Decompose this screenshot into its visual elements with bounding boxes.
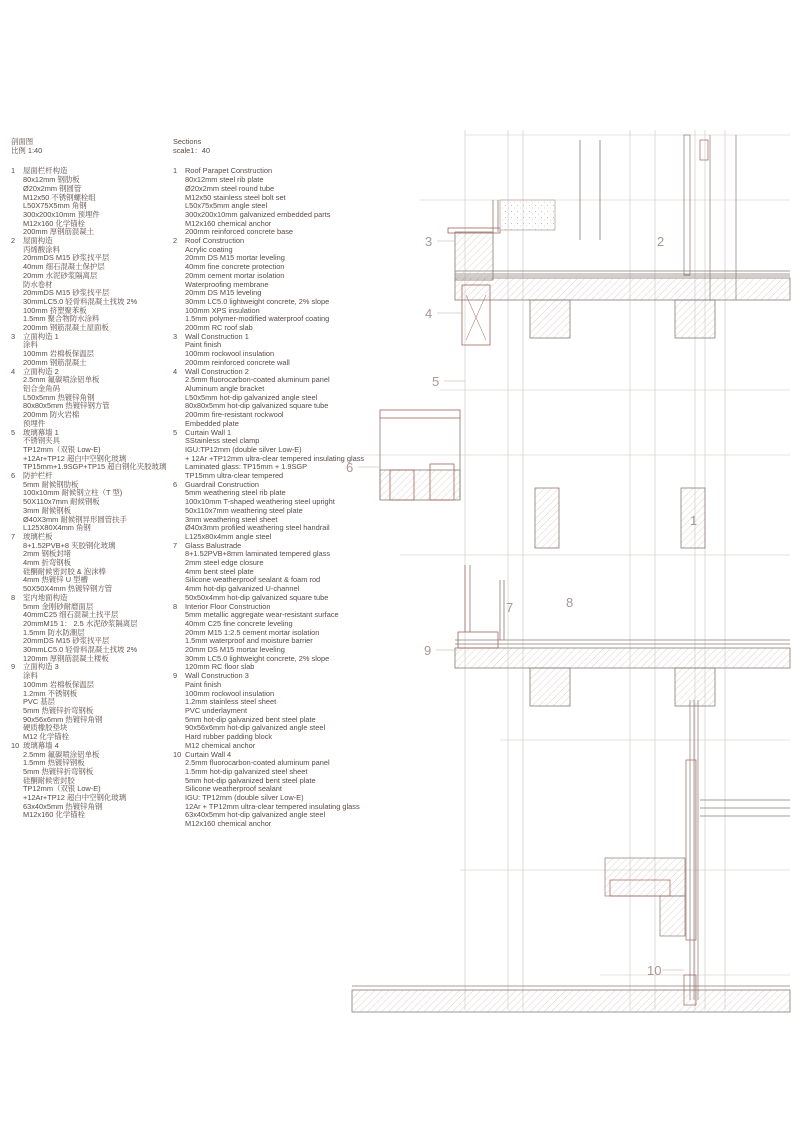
legend-item-line: 铝合金角码 (23, 383, 60, 393)
legend-item-heading: Interior Floor Construction (185, 601, 271, 611)
legend-item-line: 200mm reinforced concrete wall (185, 357, 290, 367)
legend-item-number: 6 (173, 479, 178, 489)
parapet-detail (448, 140, 600, 345)
legend-item-line: 20mm M15 1:2.5 cement mortar isolation (185, 627, 320, 637)
legend-item-number: 1 (173, 166, 178, 176)
legend-item-line: 8+1.52PVB+8mm laminated tempered glass (185, 549, 331, 559)
grid-lines (360, 130, 790, 1010)
legend-item-heading: 屋面栏杆构造 (23, 166, 68, 176)
legend-item-line: 2mm steel edge closure (185, 558, 264, 568)
legend-item-line: 4mm bent steel plate (185, 566, 254, 576)
legend-item-number: 9 (173, 671, 178, 681)
legend-item-line: 2.5mm 氟碳喷涂铝单板 (23, 749, 100, 759)
legend-item-line: 1.5mm hot-dip galvanized steel sheet (185, 766, 308, 776)
legend-item-line: 1.2mm stainless steel sheet (185, 697, 277, 707)
callout-1: 1 (690, 513, 698, 528)
legend-item-line: 8+1.52PVB+8 夹胶钢化玻璃 (23, 540, 116, 550)
legend-item-line: M12x160 化学锚栓 (23, 218, 86, 228)
legend-item-line: 30mmLC5.0 轻骨料混凝土找坡 2% (23, 645, 138, 655)
legend-item-line: TP12mm（双银 Low-E) (23, 444, 101, 454)
legend-item-line: 1.5mm 热镀锌钢板 (23, 758, 85, 768)
legend-item-line: 80x80x5mm 热镀锌钢方管 (23, 401, 110, 411)
legend-item-line: 5mm metallic aggregate wear-resistant surface (185, 610, 339, 620)
legend-item-line: 20mm DS M15 mortar leveling (185, 645, 285, 655)
legend-item-line: 1.5mm 聚合物防水涂料 (23, 314, 100, 324)
legend-en-scale: scale1：40 (173, 145, 210, 155)
legend-item-line: 5mm 金刚砂耐磨面层 (23, 601, 94, 611)
legend-item-line: 1.5mm polymer-modified waterproof coating (185, 314, 330, 324)
callout-2: 2 (657, 234, 665, 249)
legend-item-number: 1 (11, 166, 16, 176)
legend-item-line: Ø20x2mm 钢圆管 (23, 183, 82, 193)
legend-item-heading: Wall Construction 1 (185, 331, 249, 341)
legend-item-line: L50X75X5mm 角钢 (23, 201, 87, 211)
legend-item-heading: Guardrail Construction (185, 479, 259, 489)
legend-item-number: 8 (11, 592, 16, 602)
legend-item-line: L50x5mm 热镀锌角钢 (23, 392, 95, 402)
legend-item-line: 5mm 热镀锌折弯钢板 (23, 766, 94, 776)
legend-item-line: 40mm C25 fine concrete leveling (185, 618, 293, 628)
legend-item-line: 100mm rockwool insulation (185, 349, 275, 359)
legend-item-line: 20mmM15 1： 2.5 水泥砂浆隔离层 (23, 618, 138, 628)
legend-item-line: 50x110x7mm weathering steel plate (185, 505, 303, 515)
legend-item-line: 涂料 (23, 340, 38, 350)
legend-item-heading: Roof Construction (185, 236, 245, 246)
legend-item-line: Waterproofing membrane (185, 279, 269, 289)
legend-item-line: 63x40x5mm 热镀锌角钢 (23, 801, 103, 811)
legend-item-line: TP15mm ultra-clear tempered (185, 471, 284, 481)
legend-item-line: 4mm 热镀锌 U 型槽 (23, 575, 88, 585)
legend-item-line: PVC 基层 (23, 697, 56, 707)
legend-item-line: 20mm 水泥砂浆隔离层 (23, 270, 98, 280)
legend-item-line: Laminated glass: TP15mm + 1.9SGP (185, 462, 308, 472)
legend-item-line: Hard rubber padding block (185, 732, 273, 742)
legend-item-line: 200mm 钢筋混凝土屋面板 (23, 323, 109, 333)
legend-item-line: 丙烯酸涂料 (23, 244, 60, 254)
legend-item-line: Embedded plate (185, 418, 239, 428)
legend-item-line: +12Ar+TP12 超白中空钢化玻璃 (23, 793, 127, 803)
legend-cn-title: 剖面图 (11, 137, 34, 146)
legend-item-line: M12x50 stainless steel bolt set (185, 192, 286, 202)
legend-item-line: 20mmDS M15 砂浆找平层 (23, 636, 110, 646)
legend-item-line: 20mm DS M15 mortar leveling (185, 253, 285, 263)
legend-item-line: 50X50X4mm 热镀锌钢方管 (23, 584, 113, 594)
legend-item-number: 4 (173, 366, 178, 376)
legend-item-line: 5mm weathering steel rib plate (185, 488, 286, 498)
legend-item-heading: 玻璃幕墙 4 (23, 740, 59, 750)
legend-item-line: M12 化学锚栓 (23, 732, 69, 742)
legend-item-line: 30mmLC5.0 轻骨料混凝土找坡 2% (23, 296, 138, 306)
legend-item-line: 300x200x10mm galvanized embedded parts (185, 209, 331, 219)
callout-9: 9 (424, 643, 432, 658)
legend-item-line: M12x160 化学锚栓 (23, 810, 86, 820)
legend-item-line: 2mm 钢板封堵 (23, 549, 72, 559)
legend-item-line: 预埋件 (23, 418, 46, 428)
legend-item-line: 90x56x6mm 热镀锌角钢 (23, 714, 103, 724)
lower-floor-slab (455, 565, 790, 706)
callout-8: 8 (566, 595, 574, 610)
legend-item-line: 30mm LC5.0 lightweight concrete, 2% slope (185, 653, 330, 663)
legend-item-line: Aluminum angle bracket (185, 383, 265, 393)
legend-item-line: M12x160 chemical anchor (185, 819, 272, 829)
legend-item-line: 5mm 热镀锌折弯钢板 (23, 706, 94, 715)
legend-item-heading: 玻璃栏板 (23, 531, 53, 541)
legend-item-number: 10 (11, 740, 20, 750)
legend-item-heading: Glass Balustrade (185, 540, 242, 550)
legend-item-number: 4 (11, 366, 16, 376)
legend-item-line: 2.5mm fluorocarbon-coated aluminum panel (185, 758, 330, 768)
legend-item-heading: Curtain Wall 4 (185, 749, 232, 759)
legend-item-line: 200mm 防火岩棉 (23, 410, 80, 420)
legend-item-line: + 12Ar +TP12mm ultra-clear tempered insulating glass (185, 453, 365, 463)
legend-item-line: 200mm 钢筋混凝土 (23, 357, 87, 367)
legend-item-line: M12 chemical anchor (185, 740, 256, 750)
legend-item-line: 不锈钢夹具 (23, 436, 60, 446)
callout-3: 3 (425, 234, 433, 249)
legend-item-line: 2.5mm fluorocarbon-coated aluminum panel (185, 375, 330, 385)
legend-item-line: +12Ar+TP12 超白中空钢化玻璃 (23, 453, 127, 463)
legend-item-line: L125x80x4mm angle steel (185, 531, 272, 541)
legend-item-line: L50x5mm hot-dip galvanized angle steel (185, 392, 318, 402)
legend-item-heading: 玻璃幕墙 1 (23, 427, 59, 437)
legend-item-line: PVC underlayment (185, 706, 248, 715)
legend-item-heading: Wall Construction 2 (185, 366, 249, 376)
middle-floor-detail (380, 410, 705, 548)
legend-item-line: 1.5mm 防水防潮层 (23, 627, 85, 637)
legend-item-heading: 屋面构造 (23, 236, 53, 246)
legend-item-line: 100mm XPS insulation (185, 305, 260, 315)
legend-item-line: 100x10mm 耐候钢立柱（T 型) (23, 488, 123, 498)
legend-item-line: TP15mm+1.9SGP+TP15 超白钢化夹胶玻璃 (23, 462, 167, 472)
legend-item-line: 5mm hot-dip galvanized bent steel plate (185, 775, 316, 785)
legend-item-line: 80x80x5mm hot-dip galvanized square tube (185, 401, 329, 411)
legend-item-line: 5mm hot-dip galvanized bent steel plate (185, 714, 316, 724)
legend-item-line: IGU:TP12mm (double silver Low-E) (185, 444, 302, 454)
legend-item-number: 7 (11, 531, 16, 541)
legend-item-line: 200mm fire-resistant rockwool (185, 410, 284, 420)
legend-item-line: Paint finish (185, 340, 222, 350)
legend-item-line: 20mmDS M15 砂浆找平层 (23, 288, 110, 298)
legend-item-line: L50x75x5mm angle steel (185, 201, 268, 211)
legend-en-title: Sections (173, 137, 202, 146)
legend-item-number: 3 (173, 331, 178, 341)
callout-10: 10 (647, 963, 662, 978)
legend-item-line: 100mm 岩棉板保温层 (23, 349, 95, 359)
roof-slab (455, 271, 790, 338)
legend-item-number: 6 (11, 471, 16, 481)
legend-item-line: 100mm rockwool insulation (185, 688, 275, 698)
legend-item-line: 63x40x5mm hot-dip galvanized angle steel (185, 810, 326, 820)
legend-item-line: TP12mm（双银 Low-E) (23, 784, 101, 794)
legend-item-line: 50X110x7mm 耐候钢板 (23, 497, 100, 507)
legend-item-line: Acrylic coating (185, 244, 233, 254)
legend-item-line: 80x12mm 钢肋板 (23, 175, 80, 185)
legend-item-line: 100x10mm T-shaped weathering steel upright (185, 497, 335, 507)
legend-item-line: 1.5mm waterproof and moisture barrier (185, 636, 313, 646)
legend-item-line: 40mmC25 细石混凝土找平层 (23, 610, 119, 620)
legend-item-number: 8 (173, 601, 178, 611)
legend-item-heading: 立面构造 1 (23, 331, 59, 341)
legend-item-number: 9 (11, 662, 16, 672)
callout-5: 5 (432, 374, 440, 389)
legend-item-number: 2 (173, 236, 178, 246)
legend-item-line: 40mm fine concrete protection (185, 262, 285, 272)
legend-item-number: 7 (173, 540, 178, 550)
legend-item-line: 50x50x4mm hot-dip galvanized square tube (185, 592, 329, 602)
legend-item-line: 4mm 折弯钢板 (23, 558, 72, 568)
legend-item-heading: 防护栏杆 (23, 471, 53, 481)
legend-item-number: 5 (173, 427, 178, 437)
legend-item-line: 120mm 厚钢筋混凝土楼板 (23, 653, 109, 663)
legend-item-line: Ø40X3mm 耐候钢异形圆管扶手 (23, 514, 127, 524)
legend-item-line: 12Ar + TP12mm ultra-clear tempered insulating glass (185, 801, 360, 811)
legend-item-line: 200mm 厚钢筋混凝土 (23, 227, 95, 237)
legend-item-heading: Wall Construction 3 (185, 671, 249, 681)
legend-item-line: 100mm 挤塑聚苯板 (23, 305, 87, 315)
legend-item-heading: 立面构造 3 (23, 662, 59, 672)
callout-6: 6 (346, 460, 354, 475)
legend-item-line: 20mm DS M15 leveling (185, 288, 262, 298)
legend-item-line: 硅酮耐候密封胶 & 泡沫棒 (23, 566, 106, 576)
legend-item-line: 200mm reinforced concrete base (185, 227, 294, 237)
legend-item-line: Silicone weatherproof sealant (185, 784, 282, 794)
upper-facade (684, 135, 736, 300)
legend-cn-scale: 比例 1:40 (11, 145, 43, 155)
legend-item-line: SStainless steel clamp (185, 436, 260, 446)
legend-item-line: 20mm cement mortar isolation (185, 270, 285, 280)
ground-line (352, 986, 790, 1012)
callout-4: 4 (425, 306, 433, 321)
legend-item-line: L125X80X4mm 角钢 (23, 523, 91, 533)
legend-item-line: 100mm 岩棉板保温层 (23, 679, 95, 689)
legend-item-line: 硅酮耐候密封胶 (23, 775, 75, 785)
legend-item-line: 3mm 耐候钢板 (23, 505, 72, 515)
legend-item-line: Ø40x3mm profiled weathering steel handrail (185, 523, 330, 533)
legend-item-line: 90x56x6mm hot-dip galvanized angle steel (185, 723, 326, 733)
legend-item-number: 5 (11, 427, 16, 437)
legend-item-line: 80x12mm steel rib plate (185, 175, 264, 185)
legend-item-line: Paint finish (185, 679, 222, 689)
legend-item-heading: Roof Parapet Construction (185, 166, 273, 176)
legend-item-line: 涂料 (23, 671, 38, 681)
legend-item-line: 120mm RC floor slab (185, 662, 255, 672)
legend-item-line: 20mmDS M15 砂浆找平层 (23, 253, 110, 263)
legend-item-line: 3mm weathering steel sheet (185, 514, 278, 524)
legend-item-line: 40mm 细石混凝土保护层 (23, 262, 105, 272)
callout-7: 7 (506, 600, 514, 615)
legend-item-heading: 室内地面构造 (23, 592, 68, 602)
legend-item-line: M12x160 chemical anchor (185, 218, 272, 228)
legend-item-line: 30mm LC5.0 lightweight concrete, 2% slope (185, 296, 330, 306)
legend-item-heading: Curtain Wall 1 (185, 427, 232, 437)
legend-item-line: 硬质橡胶垫块 (23, 723, 68, 733)
legend-item-number: 3 (11, 331, 16, 341)
legend-item-line: 2.5mm 氟碳喷涂铝单板 (23, 375, 100, 385)
legend-item-line: IGU: TP12mm (double silver Low-E) (185, 793, 304, 803)
legend-item-line: M12x50 不锈钢螺栓组 (23, 192, 96, 202)
curtain-wall-lower (605, 700, 790, 1005)
legend-item-line: 1.2mm 不锈钢板 (23, 688, 78, 698)
legend-item-heading: 立面构造 2 (23, 366, 59, 376)
legend-item-line: Ø20x2mm steel round tube (185, 183, 275, 193)
legend-item-line: Silicone weatherproof sealant & foam rod (185, 575, 321, 585)
legend-item-line: 200mm RC roof slab (185, 323, 253, 333)
legend-item-line: 4mm hot-dip galvanized U-channel (185, 584, 300, 594)
legend-item-number: 2 (11, 236, 16, 246)
legend-item-number: 10 (173, 749, 182, 759)
legend-item-line: 300x200x10mm 预埋件 (23, 209, 100, 219)
legend-item-line: 防水卷材 (23, 279, 53, 289)
legend-item-line: 5mm 耐候钢肋板 (23, 479, 79, 489)
